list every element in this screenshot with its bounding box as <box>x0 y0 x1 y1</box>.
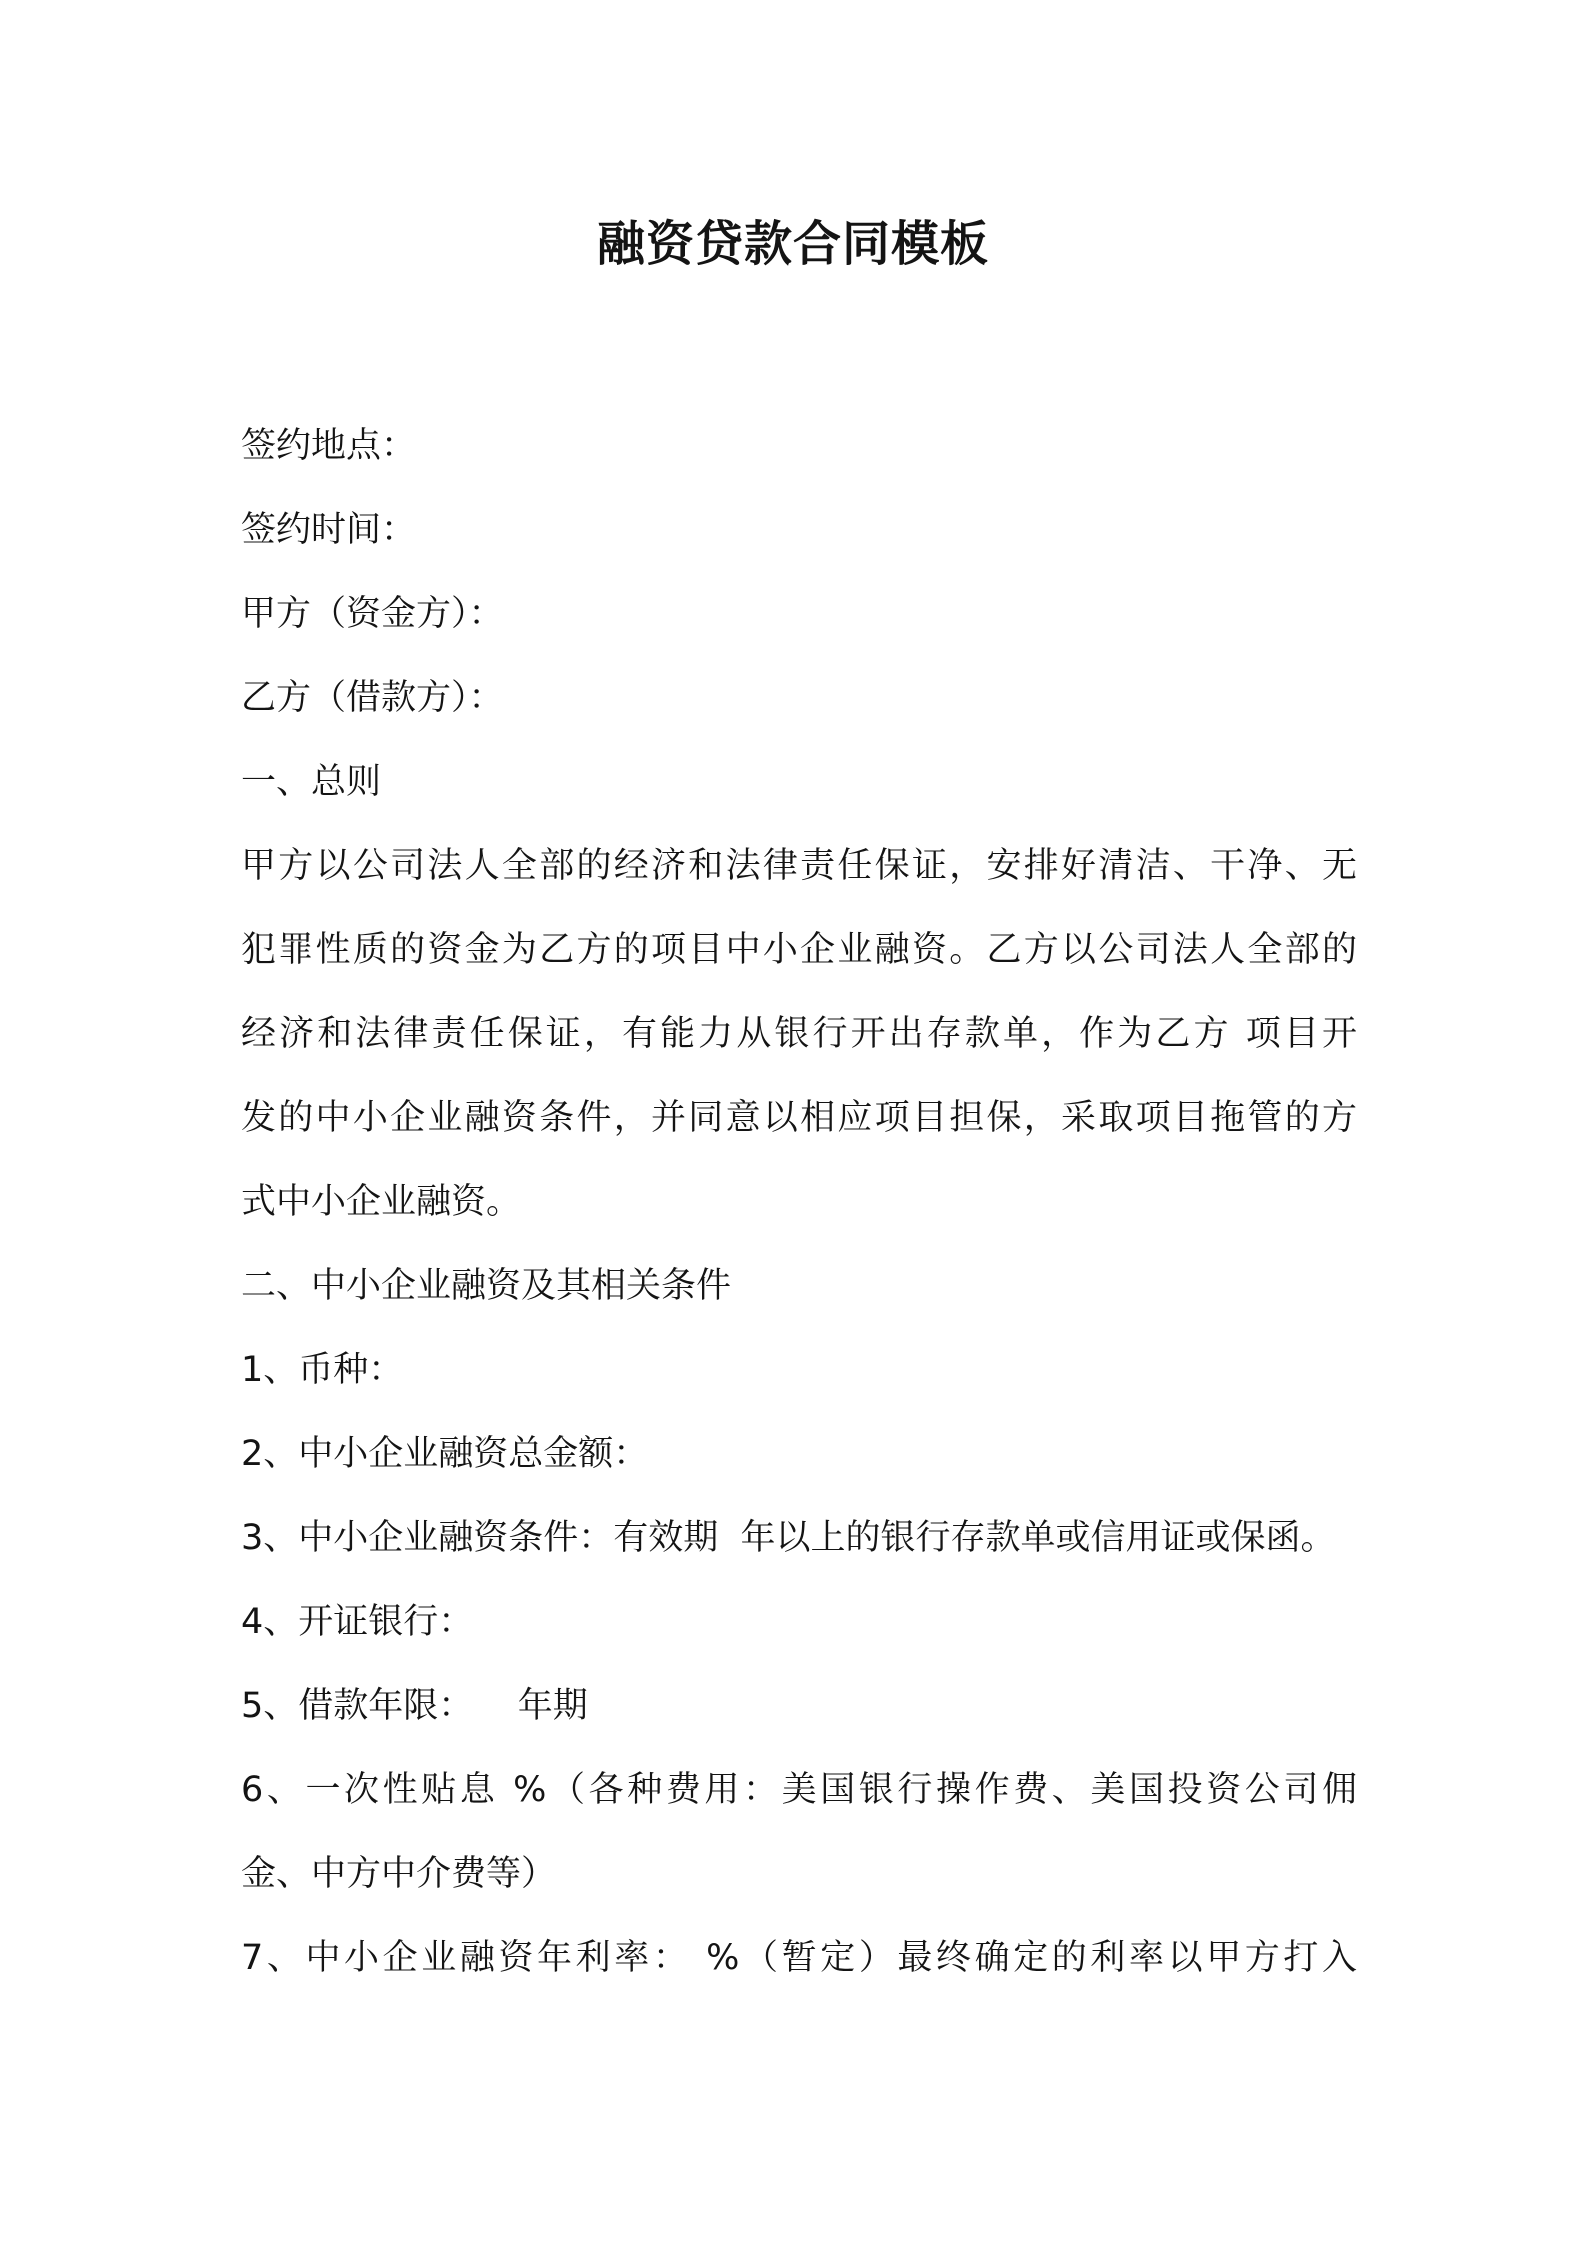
clause-item: 4、开证银行： <box>241 1602 474 1642</box>
signing-place-line: 签约地点： <box>241 426 417 466</box>
clause-item: 6、一次性贴息 %（各种费用：美国银行操作费、美国投资公司佣 <box>241 1770 1357 1810</box>
paragraph-line: 发的中小企业融资条件，并同意以相应项目担保，采取项目拖管的方 <box>241 1098 1357 1138</box>
clause-item: 1、币种： <box>241 1350 404 1390</box>
clause-item: 2、中小企业融资总金额： <box>241 1434 649 1474</box>
paragraph-line: 式中小企业融资。 <box>241 1182 522 1222</box>
party-a-line: 甲方（资金方）： <box>241 594 504 634</box>
clause-item: 3、中小企业融资条件：有效期 年以上的银行存款单或信用证或保函。 <box>241 1518 1336 1558</box>
signing-time-line: 签约时间： <box>241 510 417 550</box>
document-body <box>241 404 1357 2000</box>
clause-item: 7、中小企业融资年利率： %（暂定）最终确定的利率以甲方打入 <box>241 1938 1357 1978</box>
paragraph-line: 经济和法律责任保证，有能力从银行开出存款单，作为乙方 项目开 <box>241 1014 1357 1054</box>
paragraph-line: 甲方以公司法人全部的经济和法律责任保证，安排好清洁、干净、无 <box>241 846 1357 886</box>
paragraph-line: 犯罪性质的资金为乙方的项目中小企业融资。乙方以公司法人全部的 <box>241 930 1357 970</box>
section-heading-general: 一、总则 <box>241 762 382 802</box>
clause-item-continuation: 金、中方中介费等） <box>241 1854 557 1894</box>
clause-item: 5、借款年限： 年期 <box>241 1686 588 1726</box>
document-title: 融资贷款合同模板 <box>596 216 989 272</box>
party-b-line: 乙方（借款方）： <box>241 678 504 718</box>
section-heading-financing-conditions: 二、中小企业融资及其相关条件 <box>241 1266 732 1306</box>
